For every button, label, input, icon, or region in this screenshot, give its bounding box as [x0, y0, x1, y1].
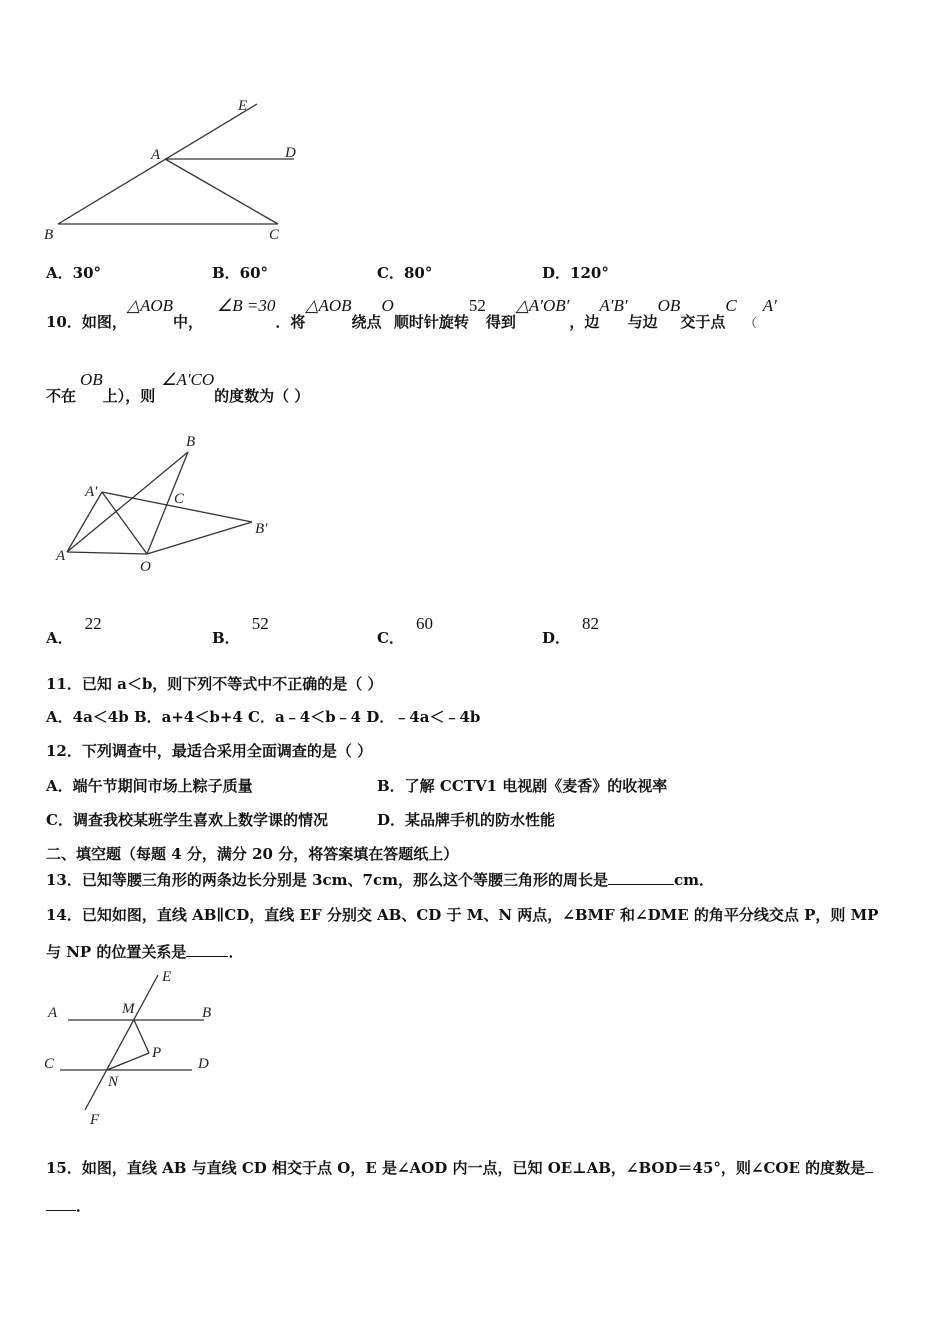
label-E: E [162, 969, 172, 985]
q9-option-b: B．60° [212, 264, 269, 282]
label-D: D [198, 1056, 209, 1072]
section-2-heading: 二、填空题（每题 4 分，满分 20 分，将答案填在答题纸上） [46, 845, 459, 863]
math-angle-b: ∠B =30 [217, 296, 276, 315]
q10-text: 不在 [46, 387, 77, 405]
q10-option-d [542, 610, 600, 647]
q10-text: 上），则 [102, 387, 156, 405]
label-B: B [44, 227, 54, 243]
q10-option-b-value: 52 [251, 614, 269, 633]
label-E: E [238, 98, 248, 114]
q10-option-c [377, 610, 433, 647]
q9-option-c: C．80° [377, 264, 433, 282]
q12-option-d: D．某品牌手机的防水性能 [377, 811, 556, 829]
math-point-a1: A′ [762, 296, 777, 315]
math-segment-ob-2: OB [80, 370, 103, 389]
label-C: C [269, 227, 280, 243]
q14-end: ． [228, 943, 244, 961]
math-point-c: C [725, 296, 737, 315]
q10-option-a-label: A． [46, 629, 73, 647]
q15-end: ． [76, 1197, 92, 1215]
math-triangle-aob: △AOB [126, 296, 173, 315]
figure-q14 [40, 965, 230, 1130]
q13-unit: cm． [673, 871, 714, 889]
q10-text: 得到 [485, 313, 516, 331]
label-A: A [56, 548, 66, 564]
q10-number: 10．如图， [46, 313, 127, 331]
label-B: B [186, 434, 196, 450]
label-M: M [122, 1001, 135, 1017]
figure-q10 [52, 430, 282, 580]
q10-text: （ [744, 316, 757, 330]
q10-text: 的度数为（ ） [214, 387, 310, 405]
label-A: A [151, 147, 161, 163]
label-C: C [44, 1056, 55, 1072]
q12-option-a: A．端午节期间市场上粽子质量 [46, 777, 253, 795]
q10-option-c-value: 60 [415, 614, 433, 633]
q10-option-b [212, 610, 269, 647]
q11-stem: 11．已知 a＜b，则下列不等式中不正确的是（ ） [46, 675, 383, 693]
label-B-prime: B′ [255, 521, 268, 537]
math-segment-ob: OB [657, 296, 681, 315]
math-triangle-a1ob1: △A′OB′ [515, 296, 570, 315]
q14-text: 与 NP 的位置关系是 [46, 943, 187, 961]
figure-q9 [40, 95, 320, 245]
label-P: P [152, 1045, 162, 1061]
q14-line1: 14．已知如图，直线 AB∥CD，直线 EF 分别交 AB、CD 于 M、N 两点，∠BMF 和∠DME 的角平分线交点 P，则 MP [46, 906, 879, 924]
q10-option-b-label: B． [212, 629, 240, 647]
q15-answer-blank-part1[interactable] [865, 1158, 873, 1173]
q10-text: ．将 [275, 313, 306, 331]
q10-option-d-value: 82 [582, 614, 600, 633]
q15-text: 15．如图，直线 AB 与直线 CD 相交于点 O，E 是∠AOD 内一点，已知 OE⊥AB，∠BOD＝45°，则∠COE 的度数是 [46, 1159, 866, 1177]
q9-option-a: A．30° [46, 264, 102, 282]
label-D: D [285, 145, 296, 161]
q15-line1 [46, 1157, 873, 1178]
q9-option-d: D．120° [542, 264, 609, 282]
q13 [46, 869, 714, 890]
q15-answer-blank-part2[interactable] [46, 1196, 76, 1211]
q10-option-a-value: 22 [84, 614, 102, 633]
q13-answer-blank[interactable] [608, 870, 674, 885]
label-C: C [174, 491, 185, 507]
label-O: O [140, 559, 151, 575]
math-triangle-aob-2: △AOB [305, 296, 352, 315]
q14-line2 [46, 941, 243, 962]
math-angle-a1co: ∠A′CO [161, 370, 215, 389]
q15-line2 [46, 1195, 91, 1216]
q14-answer-blank[interactable] [186, 942, 228, 957]
q10-option-c-label: C． [377, 629, 404, 647]
q12-stem: 12．下列调查中，最适合采用全面调查的是（ ） [46, 742, 373, 760]
q12-option-c: C．调查我校某班学生喜欢上数学课的情况 [46, 811, 328, 829]
q10-option-d-label: D． [542, 629, 571, 647]
q10-stem-line1 [46, 292, 777, 331]
math-segment-a1b1: A′B′ [599, 296, 628, 315]
math-point-o: O [381, 296, 394, 315]
label-A-prime: A′ [85, 484, 98, 500]
q10-text: 与边 [627, 313, 658, 331]
q10-stem-line2 [46, 366, 310, 405]
q10-text: 交于点 [680, 313, 726, 331]
q10-text: 绕点 [351, 313, 382, 331]
label-F: F [90, 1112, 100, 1128]
q10-option-a [46, 610, 102, 647]
label-N: N [108, 1074, 119, 1090]
q10-text: 中， [173, 313, 204, 331]
label-B: B [202, 1005, 212, 1021]
label-A: A [48, 1005, 58, 1021]
q12-option-b: B．了解 CCTV1 电视剧《麦香》的收视率 [377, 777, 668, 795]
math-angle-52: 52 [468, 296, 486, 315]
q13-text: 13．已知等腰三角形的两条边长分别是 3cm、7cm，那么这个等腰三角形的周长是 [46, 871, 608, 889]
q10-text: 顺时针旋转 [393, 313, 469, 331]
q10-text: ，边 [569, 313, 600, 331]
q11-options: A．4a＜4b B．a+4＜b+4 C．a﹣4＜b﹣4 D．﹣4a＜﹣4b [46, 708, 481, 726]
